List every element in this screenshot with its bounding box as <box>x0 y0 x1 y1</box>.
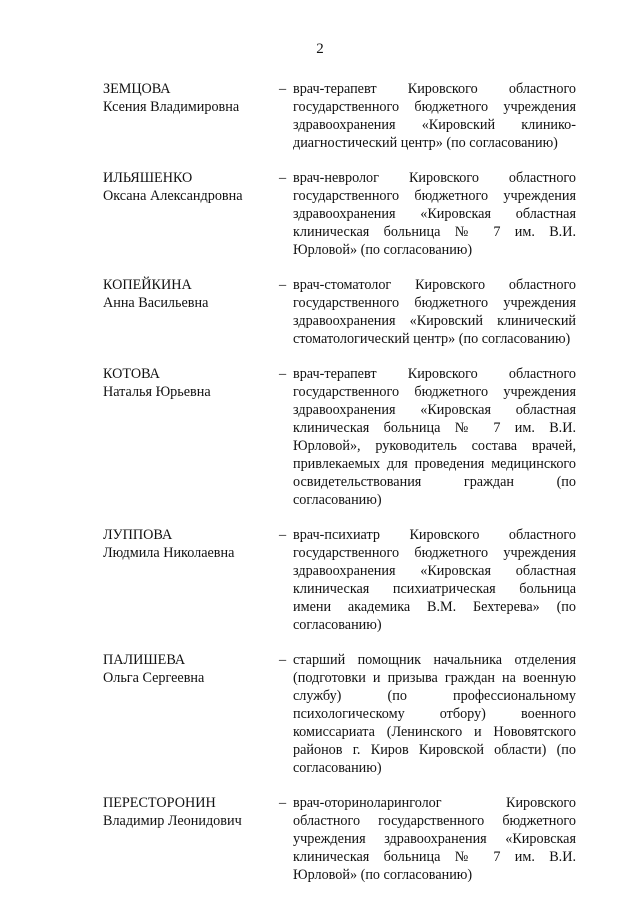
dash-separator: – <box>279 795 287 811</box>
dash-separator: – <box>279 170 287 186</box>
member-position: врач-терапевт Кировского областного государственного бюджетного учреждения здравоохранения «Кировская областная клиническая больница № 7 им. В.И. Юрловой», руководитель состава врачей, привлекаемых для проведения медицинского освидетельствования граждан (по согласованию) <box>293 366 576 508</box>
member-surname: ПЕРЕСТОРОНИН <box>103 795 216 811</box>
member-name <box>103 526 279 634</box>
dash-separator: – <box>279 81 287 97</box>
member-given-names: Владимир Леонидович <box>103 813 242 829</box>
member-surname: ИЛЬЯШЕНКО <box>103 170 193 186</box>
member-surname: КОТОВА <box>103 366 160 382</box>
member-position: старший помощник начальника отделения (подготовки и призыва граждан на военную службу) (по профессиональному психологическому отбору) военного комиссариата (Ленинского и Нововятского районов г. Киров Кировской области) (по согласованию) <box>293 652 576 776</box>
commission-member-list <box>103 80 593 901</box>
member-given-names: Людмила Николаевна <box>103 545 235 561</box>
member-name <box>103 169 279 259</box>
member-name <box>103 365 279 509</box>
member-given-names: Оксана Александровна <box>103 188 243 204</box>
member-position: врач-психиатр Кировского областного государственного бюджетного учреждения здравоохранения «Кировская областная клиническая психиатрическая больница имени академика В.М. Бехтерева» (по согласованию) <box>293 527 576 633</box>
member-surname: ЛУППОВА <box>103 527 173 543</box>
member-name <box>103 276 279 348</box>
member-position: врач-терапевт Кировского областного государственного бюджетного учреждения здравоохранения «Кировский клинико-диагностический центр» (по согласованию) <box>293 81 576 151</box>
member-entry <box>103 365 593 509</box>
member-given-names: Анна Васильевна <box>103 295 209 311</box>
member-entry <box>103 80 593 152</box>
member-surname: ПАЛИШЕВА <box>103 652 186 668</box>
member-name <box>103 80 279 152</box>
dash-separator: – <box>279 527 287 543</box>
member-given-names: Наталья Юрьевна <box>103 384 211 400</box>
member-given-names: Ольга Сергеевна <box>103 670 205 686</box>
member-entry <box>103 651 593 777</box>
member-entry <box>103 276 593 348</box>
member-surname: КОПЕЙКИНА <box>103 277 192 293</box>
member-position: врач-невролог Кировского областного государственного бюджетного учреждения здравоохранения «Кировская областная клиническая больница № 7 им. В.И. Юрловой» (по согласованию) <box>293 170 576 258</box>
page-number: 2 <box>316 41 324 57</box>
member-given-names: Ксения Владимировна <box>103 99 240 115</box>
member-position: врач-оториноларинголог Кировского областного государственного бюджетного учреждения здравоохранения «Кировская клиническая больница № 7 им. В.И. Юрловой» (по согласованию) <box>293 795 576 883</box>
member-name <box>103 794 279 884</box>
member-entry <box>103 794 593 884</box>
member-position: врач-стоматолог Кировского областного государственного бюджетного учреждения здравоохранения «Кировский клинический стоматологический центр» (по согласованию) <box>293 277 576 347</box>
dash-separator: – <box>279 277 287 293</box>
dash-separator: – <box>279 366 287 382</box>
member-entry <box>103 526 593 634</box>
member-name <box>103 651 279 777</box>
member-entry <box>103 169 593 259</box>
dash-separator: – <box>279 652 287 668</box>
member-surname: ЗЕМЦОВА <box>103 81 171 97</box>
